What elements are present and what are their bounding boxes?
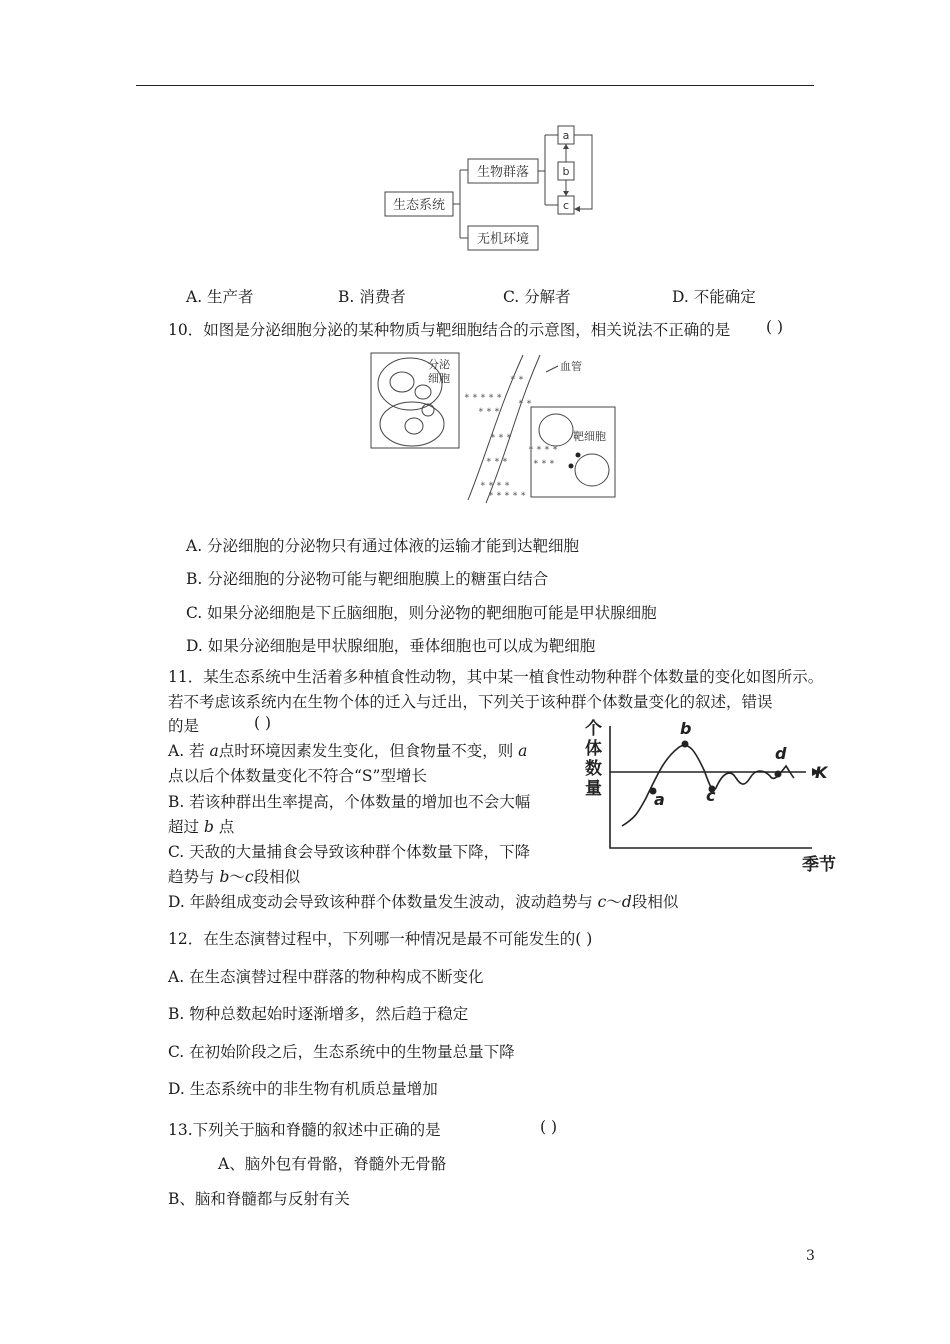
q9-option-d[interactable]: D. 不能确定 bbox=[672, 288, 756, 306]
q11-option-d[interactable]: D. 年龄组成变动会导致该种群个体数量发生波动，波动趋势与 c～d段相似 bbox=[168, 893, 679, 911]
q11-option-a[interactable]: A. 若 a点时环境因素发生变化，但食物量不变，则 a bbox=[168, 742, 528, 760]
svg-text:∗ ∗ ∗: ∗ ∗ ∗ bbox=[486, 456, 509, 464]
secretion-diagram bbox=[368, 350, 618, 510]
diagram-environment-label: 无机环境 bbox=[476, 232, 530, 247]
graph-ylabel-4: 量 bbox=[585, 779, 602, 799]
graph-k-label: K bbox=[815, 763, 828, 782]
ecosystem-diagram bbox=[380, 120, 610, 255]
q9-option-a[interactable]: A. 生产者 bbox=[186, 288, 254, 306]
diagram-root-label: 生态系统 bbox=[392, 198, 446, 213]
graph-ylabel-2: 体 bbox=[585, 739, 602, 759]
svg-text:∗ ∗ ∗ ∗ ∗: ∗ ∗ ∗ ∗ ∗ bbox=[488, 490, 527, 498]
graph-ylabel-1: 个 bbox=[585, 719, 602, 739]
q11-stem-line-1: 11．某生态系统中生活着多种植食性动物，其中某一植食性动物种群个体数量的变化如图所示。 bbox=[168, 668, 824, 686]
q13-option-b[interactable]: B、脑和脊髓都与反射有关 bbox=[168, 1190, 350, 1208]
diagram-node-b: b bbox=[562, 165, 570, 178]
diagram-node-c: c bbox=[562, 199, 570, 212]
graph-point-b: b bbox=[680, 719, 692, 738]
q13-answer-paren: ( ) bbox=[540, 1118, 558, 1136]
q10-option-c[interactable]: C. 如果分泌细胞是下丘脑细胞，则分泌物的靶细胞可能是甲状腺细胞 bbox=[186, 604, 657, 622]
q10-option-b[interactable]: B. 分泌细胞的分泌物可能与靶细胞膜上的糖蛋白结合 bbox=[186, 570, 549, 588]
target-cell-label: 靶细胞 bbox=[573, 430, 606, 443]
q13-option-a[interactable]: A、脑外包有骨骼，脊髓外无骨骼 bbox=[218, 1155, 447, 1173]
q11-option-b[interactable]: B. 若该种群出生率提高，个体数量的增加也不会大幅 bbox=[168, 793, 531, 811]
graph-xlabel: 季节 bbox=[802, 855, 836, 873]
q12-option-c[interactable]: C. 在初始阶段之后，生态系统中的生物量总量下降 bbox=[168, 1043, 515, 1061]
vessel-label: 血管 bbox=[560, 360, 582, 373]
q11-option-b-line-2: 超过 b 点 bbox=[168, 818, 235, 836]
diagram-node-a: a bbox=[562, 129, 570, 142]
population-graph bbox=[580, 718, 845, 873]
secreting-cell-label-2: 细胞 bbox=[428, 372, 450, 385]
svg-text:∗ ∗: ∗ ∗ bbox=[510, 374, 524, 382]
q11-stem-last: 的是 bbox=[168, 717, 200, 735]
q11-option-c[interactable]: C. 天敌的大量捕食会导致该种群个体数量下降，下降 bbox=[168, 843, 531, 861]
svg-text:∗ ∗ ∗: ∗ ∗ ∗ bbox=[478, 406, 501, 414]
diagram-community-label: 生物群落 bbox=[476, 165, 530, 180]
graph-point-d: d bbox=[775, 744, 787, 763]
svg-text:∗ ∗ ∗ ∗: ∗ ∗ ∗ ∗ bbox=[528, 444, 559, 452]
svg-text:∗ ∗: ∗ ∗ bbox=[518, 398, 532, 406]
svg-text:∗ ∗ ∗: ∗ ∗ ∗ bbox=[490, 432, 513, 440]
q12-stem: 12．在生态演替过程中，下列哪一种情况是最不可能发生的( ) bbox=[168, 930, 593, 948]
q12-option-a[interactable]: A. 在生态演替过程中群落的物种构成不断变化 bbox=[168, 968, 484, 986]
q10-stem: 10．如图是分泌细胞分泌的某种物质与靶细胞结合的示意图，相关说法不正确的是 bbox=[168, 321, 731, 339]
q11-option-c-line-2: 趋势与 b～c段相似 bbox=[168, 868, 301, 886]
page-number: 3 bbox=[806, 1248, 815, 1264]
header-rule bbox=[136, 85, 814, 86]
q11-option-a-line-2: 点以后个体数量变化不符合“S”型增长 bbox=[168, 767, 427, 785]
q11-stem-line-2: 若不考虑该系统内在生物个体的迁入与迁出，下列关于该种群个体数量变化的叙述，错误 bbox=[168, 693, 773, 711]
svg-text:∗ ∗ ∗: ∗ ∗ ∗ bbox=[533, 458, 556, 466]
q12-option-d[interactable]: D. 生态系统中的非生物有机质总量增加 bbox=[168, 1080, 438, 1098]
graph-ylabel-3: 数 bbox=[585, 759, 602, 779]
q9-option-b[interactable]: B. 消费者 bbox=[338, 288, 406, 306]
q10-option-a[interactable]: A. 分泌细胞的分泌物只有通过体液的运输才能到达靶细胞 bbox=[186, 537, 580, 555]
q13-stem: 13.下列关于脑和脊髓的叙述中正确的是 bbox=[168, 1121, 441, 1139]
secreting-cell-label-1: 分泌 bbox=[428, 358, 450, 371]
q12-option-b[interactable]: B. 物种总数起始时逐渐增多，然后趋于稳定 bbox=[168, 1005, 469, 1023]
q10-option-d[interactable]: D. 如果分泌细胞是甲状腺细胞，垂体细胞也可以成为靶细胞 bbox=[186, 637, 596, 655]
svg-text:∗ ∗ ∗ ∗: ∗ ∗ ∗ ∗ bbox=[480, 480, 511, 488]
svg-text:∗ ∗ ∗ ∗ ∗: ∗ ∗ ∗ ∗ ∗ bbox=[464, 392, 503, 400]
q11-answer-paren: ( ) bbox=[254, 714, 272, 732]
graph-point-c: c bbox=[706, 786, 716, 805]
q10-answer-paren: ( ) bbox=[766, 318, 784, 336]
q9-option-c[interactable]: C. 分解者 bbox=[503, 288, 571, 306]
graph-point-a: a bbox=[654, 790, 665, 809]
